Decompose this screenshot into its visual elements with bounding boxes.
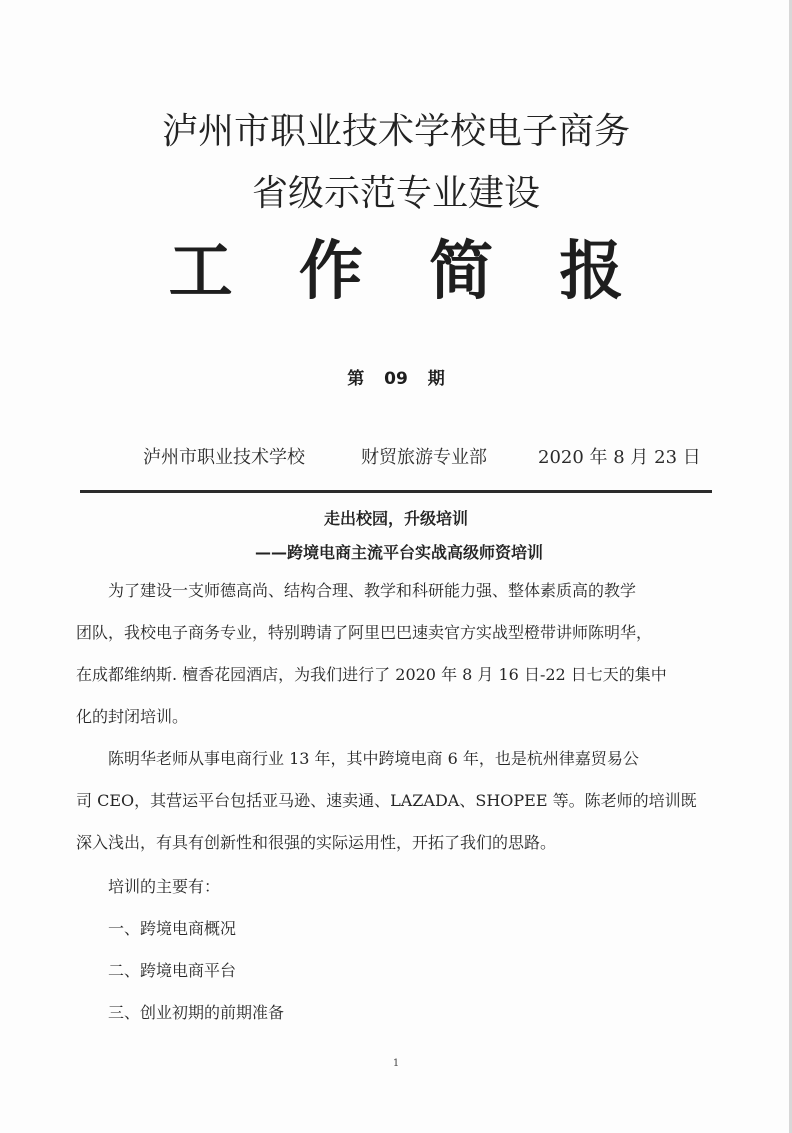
paragraph-1-line-2: 团队，我校电子商务专业，特别聘请了阿里巴巴速卖官方实战型橙带讲师陈明华， [76,623,653,642]
paragraph-1-line-1: 为了建设一支师德高尚、结构合理、教学和科研能力强、整体素质高的教学 [108,581,637,600]
meta-date: 2020 年 8 月 23 日 [538,447,701,468]
paragraph-1-line-3: 在成都维纳斯. 檀香花园酒店，为我们进行了 2020 年 8 月 16 日-22 日七天的集中 [76,665,667,684]
header-divider [80,490,712,493]
issue-prefix: 第 [347,369,365,389]
list-intro: 培训的主要有： [108,877,221,896]
article-subtitle: ——跨境电商主流平台实战高级师资培训 [254,543,543,562]
issue-number [0,366,792,392]
bulletin-title: 工 作 简 报 [168,235,646,309]
paragraph-1-line-4: 化的封闭培训。 [76,707,189,726]
meta-school: 泸州市职业技术学校 [143,447,305,468]
paragraph-2-line-1: 陈明华老师从事电商行业 13 年，其中跨境电商 6 年，也是杭州律嘉贸易公 [108,749,639,768]
list-item-1: 一、跨境电商概况 [108,919,237,938]
issue-value: 09 [384,369,408,389]
article-title: 走出校园，升级培训 [323,509,468,528]
title-line-1: 泸州市职业技术学校电子商务 [161,111,630,152]
issue-suffix: 期 [427,369,445,389]
list-item-3: 三、创业初期的前期准备 [108,1003,285,1022]
title-line-2: 省级示范专业建设 [251,173,540,214]
paragraph-2-line-3: 深入浅出，有具有创新性和很强的实际运用性，开拓了我们的思路。 [76,833,557,852]
list-item-2: 二、跨境电商平台 [108,961,237,980]
paragraph-2-line-2: 司 CEO，其营运平台包括亚马逊、速卖通、LAZADA、SHOPEE 等。陈老师的培训既 [76,791,697,810]
page-number: 1 [392,1058,400,1069]
meta-department: 财贸旅游专业部 [361,447,487,468]
